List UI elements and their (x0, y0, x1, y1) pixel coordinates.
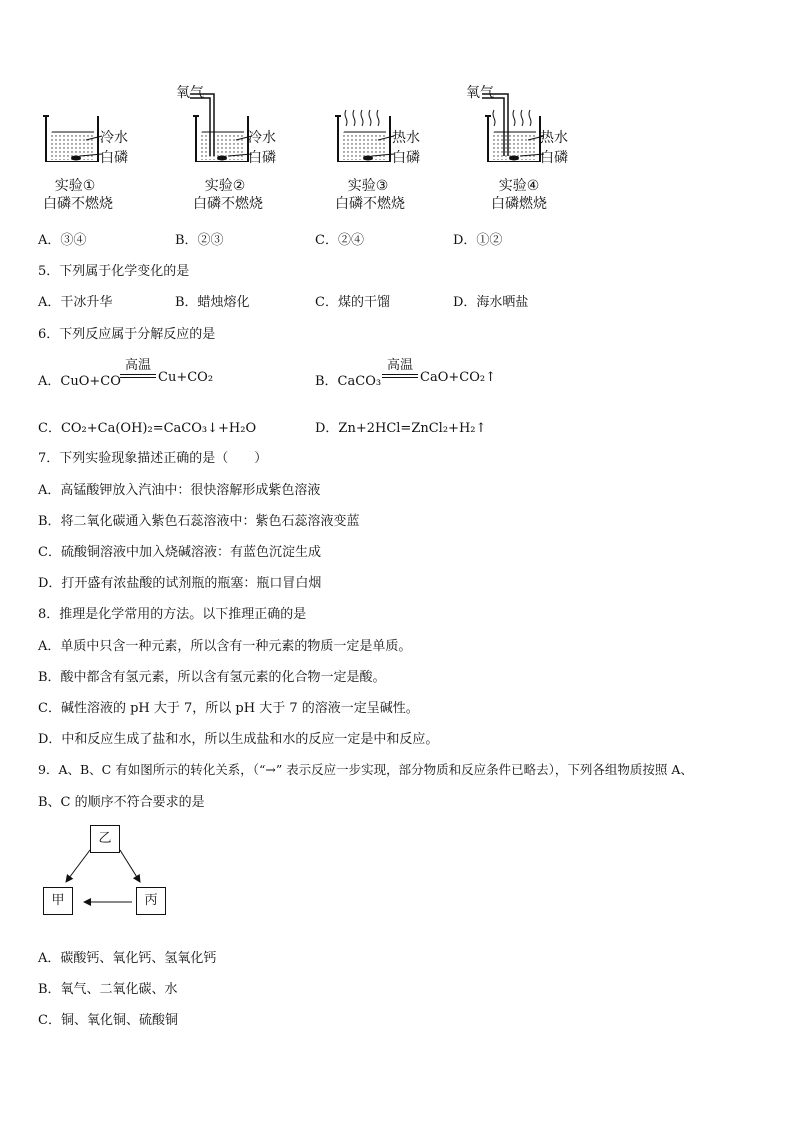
experiment-result: 白磷不燃烧 (43, 196, 113, 212)
q9-stem-line1: 9．A、B、C 有如图所示的转化关系，（“→” 表示反应一步实现，部分物质和反应条件已略去），下列各组物质按照 A、 (38, 762, 693, 777)
experiment-caption: 实验② (204, 178, 246, 194)
q8-stem: 8．推理是化学常用的方法。以下推理正确的是 (38, 607, 307, 622)
q6-option-a-equals (120, 374, 156, 378)
q9-option-b: B．氧气、二氧化碳、水 (38, 982, 178, 997)
diagram-node-jia: 甲 (43, 887, 73, 915)
water-label: 冷水 (100, 130, 128, 146)
q5-option-b: B．蜡烛熔化 (175, 295, 250, 310)
q5-option-c: C．煤的干馏 (315, 295, 390, 310)
q9-option-a: A．碳酸钙、氧化钙、氢氧化钙 (38, 951, 217, 966)
q8-option-b: B．酸中都含有氢元素，所以含有氢元素的化合物一定是酸。 (38, 670, 386, 685)
q6-option-c: C．CO₂+Ca(OH)₂=CaCO₃↓+H₂O (38, 421, 257, 436)
beaker-cold-water-icon (38, 82, 148, 162)
water-label: 热水 (392, 130, 420, 146)
diagram-node-yi: 乙 (90, 825, 120, 853)
diagram-node-bing: 丙 (136, 887, 166, 915)
q5-option-d: D．海水晒盐 (453, 295, 529, 310)
oxygen-label: 氧气 (176, 85, 204, 101)
q4-option-a: A．③④ (38, 233, 87, 248)
water-label: 冷水 (248, 130, 276, 146)
beaker-hot-water-oxygen-icon (480, 82, 590, 162)
experiment-result: 白磷不燃烧 (193, 196, 263, 212)
experiment-caption: 实验④ (498, 178, 540, 194)
q6-option-b-right: CaO+CO₂↑ (420, 370, 496, 385)
q6-option-b-equals (382, 374, 418, 378)
experiment-caption: 实验③ (347, 178, 389, 194)
q9-stem-line2: B、C 的顺序不符合要求的是 (38, 795, 205, 810)
q7-option-d: D．打开盛有浓盐酸的试剂瓶的瓶塞：瓶口冒白烟 (38, 576, 322, 591)
q4-option-d: D．①② (453, 233, 503, 248)
q8-option-c: C．碱性溶液的 pH 大于 7，所以 pH 大于 7 的溶液一定呈碱性。 (38, 701, 419, 716)
q6-option-a-right: Cu+CO₂ (158, 370, 214, 385)
experiment-result: 白磷不燃烧 (335, 196, 405, 212)
oxygen-label: 氧气 (466, 85, 494, 101)
phosphorus-label: 白磷 (248, 150, 276, 166)
q9-diagram (40, 822, 180, 922)
q7-stem: 7．下列实验现象描述正确的是（ ） (38, 451, 268, 466)
q6-option-b-left: B．CaCO₃ (315, 374, 382, 389)
phosphorus-label: 白磷 (392, 150, 420, 166)
q8-option-a: A．单质中只含一种元素，所以含有一种元素的物质一定是单质。 (38, 639, 412, 654)
q6-option-a-condition: 高温 (124, 358, 151, 373)
q6-option-d: D．Zn+2HCl=ZnCl₂+H₂↑ (315, 421, 487, 436)
q4-option-b: B．②③ (175, 233, 224, 248)
q5-option-a: A．干冰升华 (38, 295, 113, 310)
q5-stem: 5．下列属于化学变化的是 (38, 264, 190, 279)
beaker-hot-water-icon (330, 82, 440, 162)
phosphorus-label: 白磷 (540, 150, 568, 166)
q7-option-b: B．将二氧化碳通入紫色石蕊溶液中：紫色石蕊溶液变蓝 (38, 514, 360, 529)
q9-option-c: C．铜、氧化铜、硫酸铜 (38, 1013, 178, 1028)
experiment-result: 白磷燃烧 (491, 196, 547, 212)
beaker-cold-water-oxygen-icon (188, 82, 298, 162)
water-label: 热水 (540, 130, 568, 146)
q6-option-a-left: A．CuO+CO (38, 374, 121, 389)
q7-option-c: C．硫酸铜溶液中加入烧碱溶液：有蓝色沉淀生成 (38, 545, 321, 560)
experiment-caption: 实验① (54, 178, 96, 194)
q6-option-b-condition: 高温 (386, 358, 413, 373)
q7-option-a: A．高锰酸钾放入汽油中：很快溶解形成紫色溶液 (38, 483, 321, 498)
q6-stem: 6．下列反应属于分解反应的是 (38, 327, 216, 342)
q4-option-c: C．②④ (315, 233, 364, 248)
q8-option-d: D．中和反应生成了盐和水，所以生成盐和水的反应一定是中和反应。 (38, 732, 439, 747)
phosphorus-label: 白磷 (100, 150, 128, 166)
